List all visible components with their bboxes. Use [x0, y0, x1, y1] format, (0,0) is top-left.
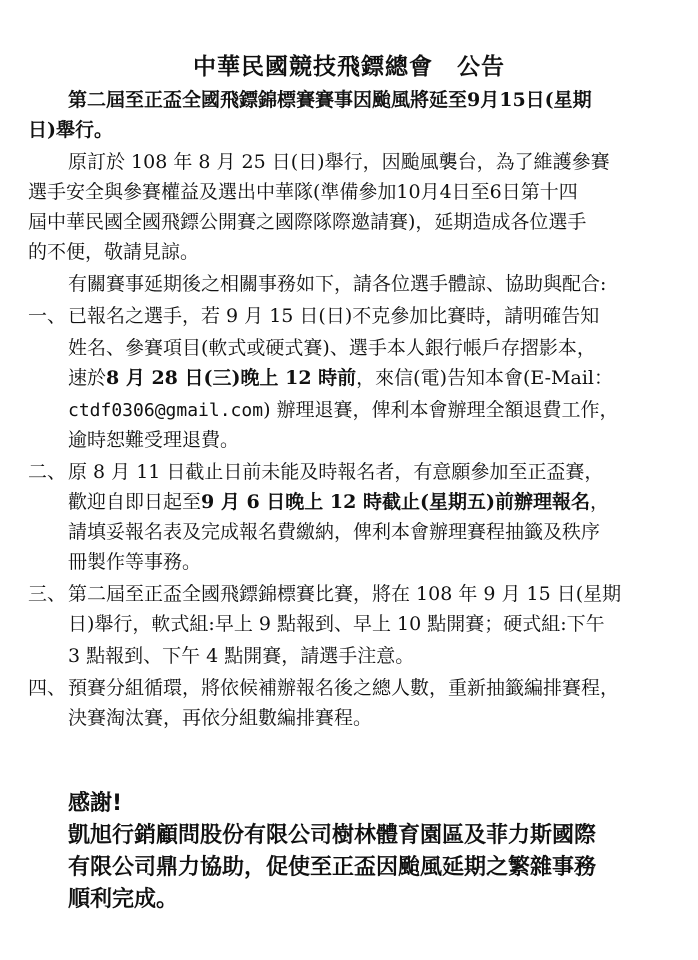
intro-line-2: 選手安全與參賽權益及選出中華隊(準備參加10月4日至6日第十四 [28, 181, 578, 203]
thanks-line-2: 有限公司鼎力協助，促使至正盃因颱風延期之繁雜事務 [68, 855, 597, 880]
item-2-line-2-post: ， [589, 491, 609, 513]
item-4-line-2: 決賽淘汰賽，再依分組數編排賽程。 [68, 707, 373, 729]
document-title: 中華民國競技飛鏢總會 公告 [193, 53, 505, 80]
refund-deadline: 8 月 28 日(三)晚上 12 時前 [106, 367, 357, 389]
item-3-line-1: 第二屆至正盃全國飛鏢錦標賽比賽，將在 108 年 9 月 15 日(星期 [68, 583, 622, 605]
headline-line-1: 第二屆至正盃全國飛鏢錦標賽賽事因颱風將延至9月15日(星期 [68, 89, 592, 111]
item-2-line-3: 請填妥報名表及完成報名費繳納，俾利本會辦理賽程抽籤及秩序 [68, 521, 601, 543]
item-2-line-1: 原 8 月 11 日截止日前未能及時報名者，有意願參加至正盃賽， [68, 461, 604, 483]
item-2-line-4: 冊製作等事務。 [68, 551, 202, 573]
registration-deadline: 9 月 6 日晚上 12 時截止(星期五)前辦理報名 [201, 491, 590, 513]
contact-email[interactable]: ctdf0306@gmail.com [68, 400, 264, 421]
item-1-line-2: 姓名、參賽項目(軟式或硬式賽)、選手本人銀行帳戶存摺影本， [68, 337, 596, 359]
intro-line-3: 屆中華民國全國飛鏢公開賽之國際隊際邀請賽)，延期造成各位選手 [28, 211, 587, 233]
item-2-line-2 [68, 490, 609, 514]
item-2-marker: 二、 [28, 461, 67, 483]
headline-line-2: 日)舉行。 [28, 119, 113, 141]
item-4-marker: 四、 [28, 677, 67, 699]
item-2-line-2-pre: 歡迎自即日起至 [68, 491, 202, 513]
lead-paragraph: 有關賽事延期後之相關事務如下，請各位選手體諒、協助與配合: [68, 273, 607, 295]
item-1-line-5: 逾時恕難受理退費。 [68, 429, 240, 451]
thanks-line-1: 凱旭行銷顧問股份有限公司樹林體育園區及菲力斯國際 [68, 823, 597, 848]
item-3-line-3: 3 點報到、下午 4 點開賽，請選手注意。 [68, 645, 415, 667]
item-4-line-1: 預賽分組循環，將依候補辦報名後之總人數，重新抽籤編排賽程， [68, 677, 620, 699]
intro-line-4: 的不便，敬請見諒。 [28, 241, 200, 263]
item-1-line-4-post: ) 辦理退賽，俾利本會辦理全額退費工作， [263, 399, 619, 421]
thanks-heading: 感謝! [68, 791, 123, 816]
intro-line-1: 原訂於 108 年 8 月 25 日(日)舉行，因颱風襲台，為了維護參賽 [68, 151, 610, 173]
item-1-line-1: 已報名之選手，若 9 月 15 日(日)不克參加比賽時，請明確告知 [68, 305, 600, 327]
item-1-line-3-pre: 速於 [68, 367, 107, 389]
item-1-marker: 一、 [28, 305, 67, 327]
item-3-marker: 三、 [28, 583, 67, 605]
item-1-line-3 [68, 366, 613, 390]
item-1-line-3-post: ，來信(電)告知本會(E-Mail： [356, 367, 613, 389]
item-1-line-4 [68, 398, 619, 423]
thanks-line-3: 順利完成。 [68, 887, 179, 912]
item-3-line-2: 日)舉行，軟式組:早上 9 點報到、早上 10 點開賽；硬式組:下午 [68, 613, 605, 635]
